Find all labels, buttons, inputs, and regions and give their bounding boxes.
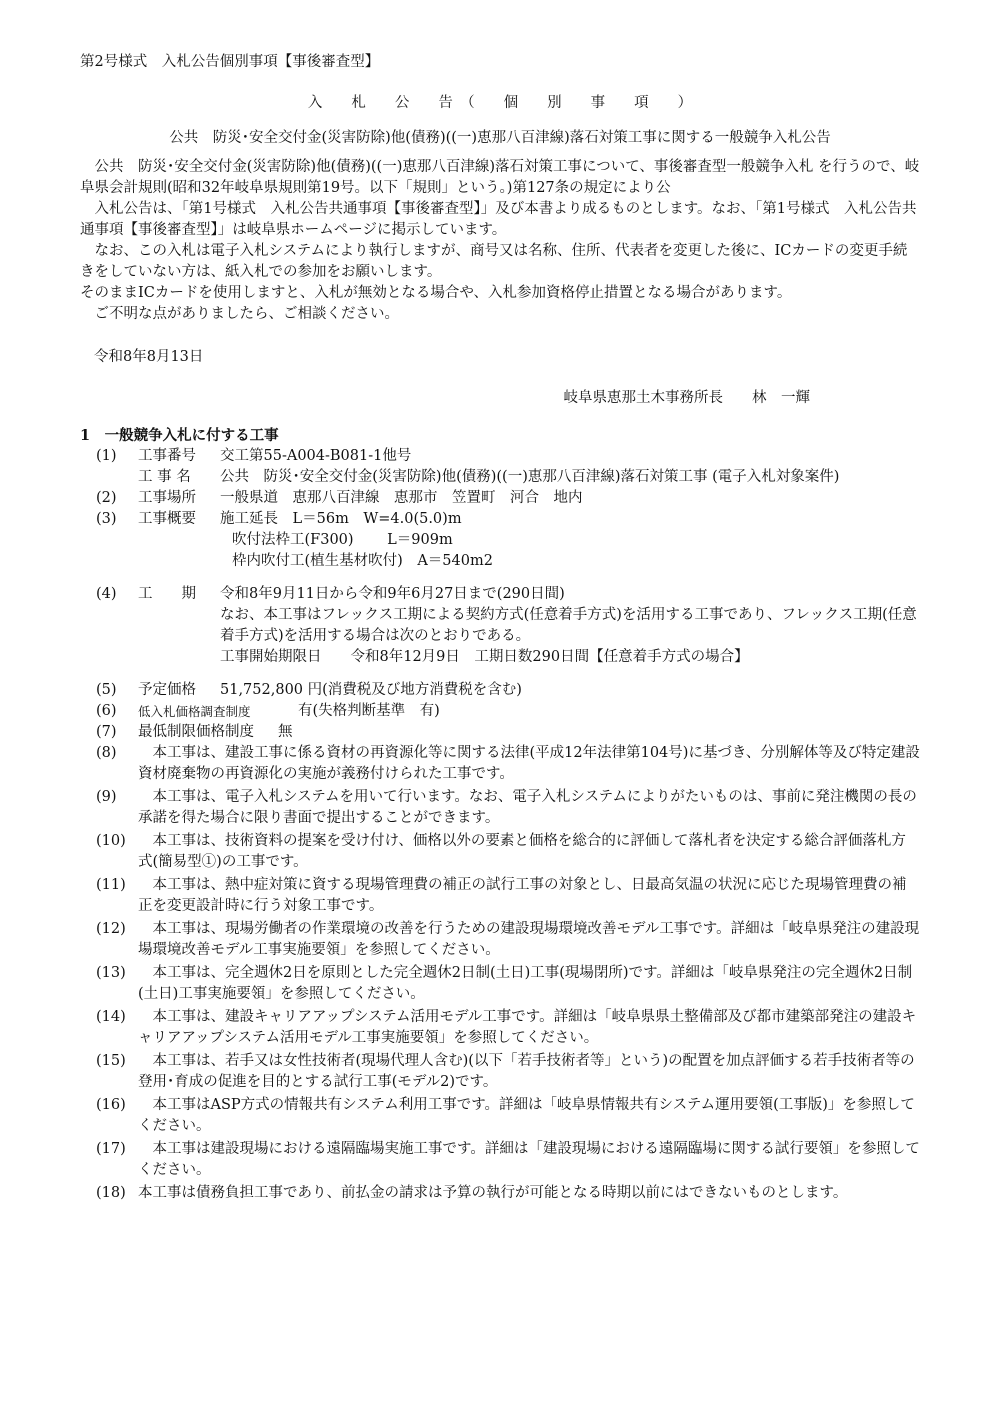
- intro-paragraph: そのままICカードを使用しますと、入札が無効となる場合や、入札参加資格停止措置となる場合があります。: [80, 285, 792, 301]
- note-number: (16): [96, 1097, 126, 1113]
- note-item: [80, 1051, 920, 1093]
- item-row: [80, 446, 920, 467]
- overview-line: [80, 530, 920, 551]
- issuer: 岐阜県恵那土木事務所長 林 一輝: [563, 390, 810, 406]
- item-number: (5): [96, 682, 117, 698]
- item-row: [80, 488, 920, 509]
- period-line: 令和8年9月11日から令和9年6月27日まで(290日間): [220, 586, 565, 602]
- item-number: (2): [96, 490, 117, 506]
- item-label: 工 期: [138, 586, 196, 602]
- note-text: 本工事は、現場労働者の作業環境の改善を行うための建設現場環境改善モデル工事です。詳細は「岐阜県発注の建設現場環境改善モデル工事実施要領」を参照してください。: [138, 921, 920, 958]
- document-page: [80, 52, 920, 1206]
- note-text: 本工事は、完全週休2日を原則とした完全週休2日制(土日)工事(現場閉所)です。詳細は「岐阜県発注の完全週休2日制(土日)工事実施要領」を参照してください。: [138, 965, 913, 1002]
- overview-value: 枠内吹付工(植生基材吹付) A＝540m2: [232, 553, 493, 569]
- item-label: 最低制限価格制度: [138, 724, 254, 740]
- item-value: 有(失格判断基準 有): [298, 703, 440, 719]
- item-label: 工事場所: [138, 490, 196, 506]
- subject-line: 公共 防災･安全交付金(災害防除)他(債務)((一)恵那八百津線)落石対策工事に関する一般競争入札公告: [169, 130, 831, 146]
- note-text: 本工事は債務負担工事であり、前払金の請求は予算の執行が可能となる時期以前にはできないものとします。: [138, 1185, 848, 1201]
- intro-paragraph: ご不明な点がありましたら、ご相談ください。: [94, 306, 399, 322]
- note-item: [80, 1183, 920, 1204]
- item-value: 公共 防災･安全交付金(災害防除)他(債務)((一)恵那八百津線)落石対策工事 (電子入札対象案件): [220, 469, 840, 485]
- item-value: 51,752,800 円(消費税及び地方消費税を含む): [220, 682, 522, 698]
- note-item: [80, 963, 920, 1005]
- item-value: 一般県道 恵那八百津線 恵那市 笠置町 河合 地内: [220, 490, 583, 506]
- item-number: [80, 467, 138, 488]
- note-number: (8): [96, 745, 117, 761]
- section-1-title: 1 一般競争入札に付する工事: [80, 427, 279, 444]
- note-number: (12): [96, 921, 126, 937]
- note-text: 本工事はASP方式の情報共有システム利用工事です。詳細は「岐阜県情報共有システム運用要領(工事版)」を参照してください。: [138, 1097, 915, 1134]
- note-number: (10): [96, 833, 126, 849]
- note-text: 本工事は、電子入札システムを用いて行います。なお、電子入札システムによりがたいものは、事前に発注機関の長の承諾を得た場合に限り書面で提出することができます。: [138, 789, 917, 826]
- section-1-items: [80, 446, 920, 1204]
- item-value: 交工第55-A004-B081-1他号: [220, 448, 412, 464]
- note-number: (13): [96, 965, 126, 981]
- form-id: 第2号様式 入札公告個別事項【事後審査型】: [80, 54, 380, 70]
- notice-date: 令和8年8月13日: [94, 349, 204, 365]
- item-row: [80, 509, 920, 530]
- item-number: (4): [96, 586, 117, 602]
- note-number: (18): [96, 1185, 126, 1201]
- period-line: 工事開始期限日 令和8年12月9日 工期日数290日間【任意着手方式の場合】: [220, 649, 749, 665]
- note-item: [80, 1095, 920, 1137]
- note-text: 本工事は、建設キャリアアップシステム活用モデル工事です。詳細は「岐阜県県土整備部及び都市建築部発注の建設キャリアアップシステム活用モデル工事実施要領」を参照してください。: [138, 1009, 917, 1046]
- item-label: 低入札価格調査制度: [138, 704, 251, 719]
- item-label: 工事概要: [138, 511, 196, 527]
- overview-value: 吹付法枠工(F300) L＝909m: [232, 532, 453, 548]
- intro-paragraph: 公共 防災･安全交付金(災害防除)他(債務)((一)恵那八百津線)落石対策工事について、事後審査型一般競争入札 を行うので、岐阜県会計規則(昭和32年岐阜県規則第19号。以下「規則」という。)第127条の規定により公: [80, 159, 920, 196]
- item-number: (1): [96, 448, 117, 464]
- min-price-row: [80, 722, 920, 743]
- note-number: (11): [96, 877, 126, 893]
- intro-paragraph: 入札公告は、「第1号様式 入札公告共通事項【事後審査型】」及び本書より成るものとします。なお、「第1号様式 入札公告共通事項【事後審査型】」は岐阜県ホームページに掲示しています。: [80, 201, 917, 238]
- period-row: [80, 584, 920, 668]
- note-number: (14): [96, 1009, 126, 1025]
- note-item: [80, 787, 920, 829]
- item-number: (3): [96, 511, 117, 527]
- note-text: 本工事は、技術資料の提案を受け付け、価格以外の要素と価格を総合的に評価して落札者を決定する総合評価落札方式(簡易型①)の工事です。: [138, 833, 906, 870]
- note-item: [80, 743, 920, 785]
- item-number: (7): [96, 724, 117, 740]
- note-number: (17): [96, 1141, 126, 1157]
- item-value: 無: [278, 724, 293, 740]
- note-item: [80, 875, 920, 917]
- item-label: 工 事 名: [138, 469, 191, 485]
- intro-block: [80, 157, 920, 325]
- price-row: [80, 680, 920, 701]
- note-text: 本工事は、熱中症対策に資する現場管理費の補正の試行工事の対象とし、日最高気温の状況に応じた現場管理費の補正を変更設計時に行う対象工事です。: [138, 877, 907, 914]
- document-title: 入 札 公 告 （ 個 別 事 項 ）: [307, 95, 693, 111]
- note-item: [80, 919, 920, 961]
- period-line: なお、本工事はフレックス工期による契約方式(任意着手方式)を活用する工事であり、フレックス工期(任意着手方式)を活用する場合は次のとおりである。: [220, 607, 917, 644]
- item-label: 予定価格: [138, 682, 196, 698]
- low-bid-row: [80, 701, 920, 722]
- note-item: [80, 1007, 920, 1049]
- note-text: 本工事は、建設工事に係る資材の再資源化等に関する法律(平成12年法律第104号)に基づき、分別解体等及び特定建設資材廃棄物の再資源化の実施が義務付けられた工事です。: [138, 745, 920, 782]
- item-number: (6): [96, 703, 117, 719]
- overview-line: [80, 551, 920, 572]
- note-number: (9): [96, 789, 117, 805]
- item-label: 工事番号: [138, 448, 196, 464]
- item-row: [80, 467, 920, 488]
- note-text: 本工事は建設現場における遠隔臨場実施工事です。詳細は「建設現場における遠隔臨場に関する試行要領」を参照してください。: [138, 1141, 920, 1178]
- note-number: (15): [96, 1053, 126, 1069]
- note-item: [80, 831, 920, 873]
- intro-paragraph: なお、この入札は電子入札システムにより執行しますが、商号又は名称、住所、代表者を変更した後に、ICカードの変更手続きをしていない方は、紙入札での参加をお願いします。: [80, 243, 908, 280]
- note-text: 本工事は、若手又は女性技術者(現場代理人含む)(以下「若手技術者等」という)の配置を加点評価する若手技術者等の登用･育成の促進を目的とする試行工事(モデル2)です。: [138, 1053, 915, 1090]
- item-value: 施工延長 L＝56m W=4.0(5.0)m: [220, 511, 462, 527]
- note-item: [80, 1139, 920, 1181]
